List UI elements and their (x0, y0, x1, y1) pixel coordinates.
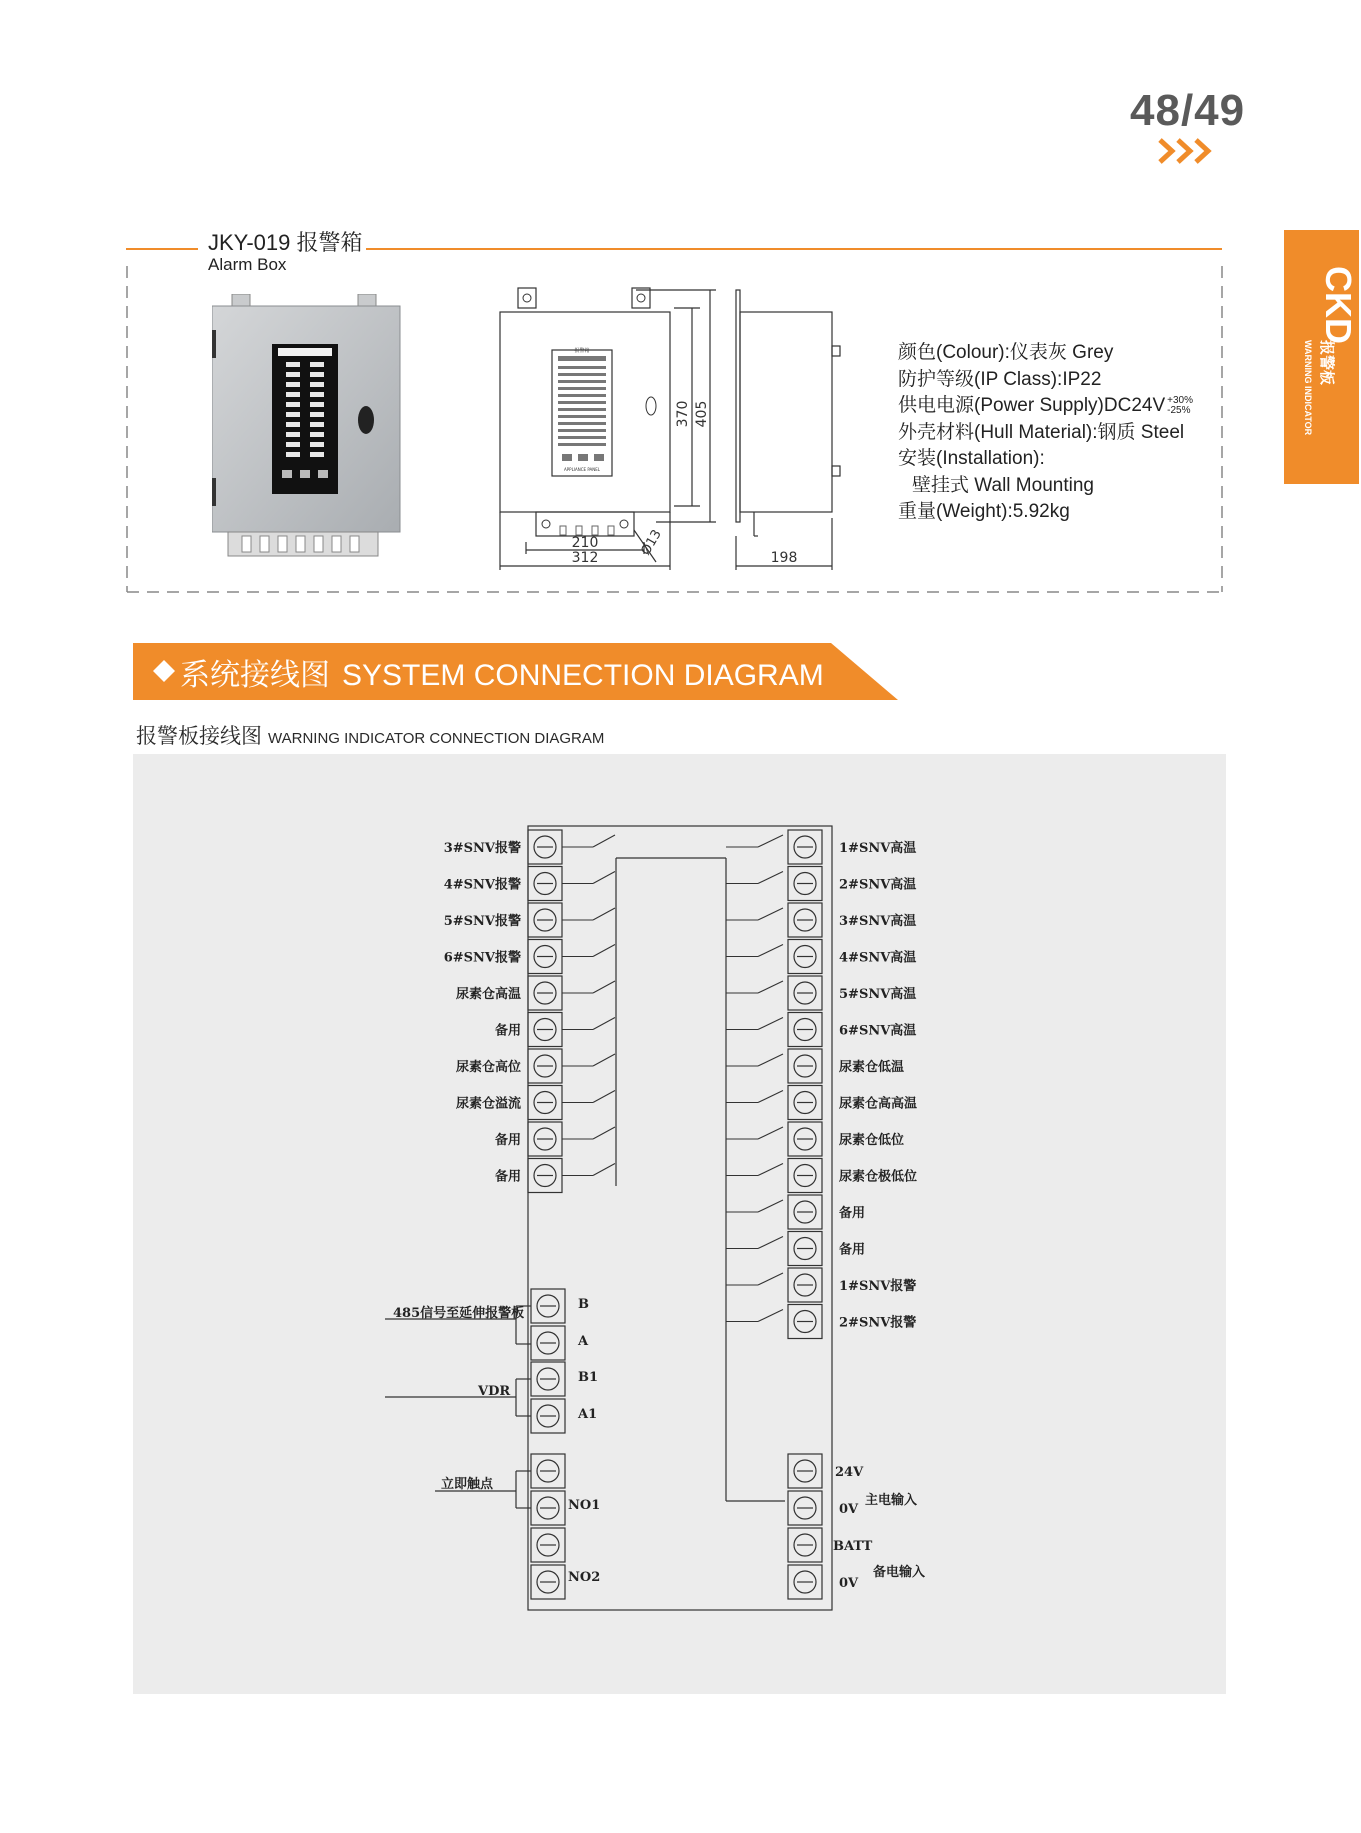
right-input-label: 备用 (839, 1206, 866, 1221)
contact-pin: NO2 (568, 1570, 601, 1585)
chevron-arrows-icon (1158, 138, 1228, 164)
right-terminal (788, 1305, 822, 1339)
spec-list (898, 340, 1193, 526)
relay-switch (758, 908, 783, 920)
right-input-label: 2#SNV高温 (839, 877, 917, 893)
vdr-terminal (531, 1399, 565, 1433)
contact-terminal (531, 1454, 565, 1488)
backup-power-pin: 0V (839, 1576, 859, 1591)
left-input-label: 备用 (494, 1133, 521, 1148)
relay-switch (593, 1018, 615, 1030)
relay-switch (758, 1164, 783, 1176)
relay-switch (593, 1054, 615, 1066)
left-input-label: 4#SNV报警 (443, 877, 521, 893)
product-title: JKY-019 报警箱 (208, 230, 363, 255)
diagram-subheading (136, 720, 604, 750)
rs485-label: 485信号至延伸报警板 (393, 1306, 525, 1321)
spec-weight: 重量(Weight):5.92kg (898, 501, 1070, 522)
section-title (148, 650, 824, 694)
left-terminal (528, 1013, 562, 1047)
relay-switch (758, 1200, 783, 1212)
left-terminal (528, 830, 562, 864)
power-terminal (788, 1491, 822, 1525)
relay-switch (593, 1127, 615, 1139)
main-power-pin: 24V (835, 1465, 864, 1480)
rs485-terminal (531, 1289, 565, 1323)
power-terminal (788, 1454, 822, 1488)
spec-colour: 颜色(Colour):仪表灰 Grey (898, 342, 1114, 363)
contact-terminal (531, 1491, 565, 1525)
relay-switch (593, 908, 615, 920)
right-terminal (788, 1013, 822, 1047)
vdr-label: VDR (478, 1384, 511, 1399)
subheading-zh: 报警板接线图 (136, 725, 262, 748)
spec-power-supply-text: 供电电源(Power Supply)DC24V (898, 395, 1166, 416)
left-input-label: 尿素仓高温 (455, 987, 521, 1002)
right-terminal (788, 1268, 822, 1302)
alarm-box-photo (212, 294, 412, 560)
right-terminal (788, 867, 822, 901)
spec-tolerance (1167, 396, 1193, 416)
right-terminal (788, 1159, 822, 1193)
left-terminal (528, 867, 562, 901)
page-number: 48/49 (1130, 86, 1246, 135)
dimension-198: 198 (770, 550, 798, 566)
left-input-label: 尿素仓溢流 (455, 1096, 521, 1112)
right-input-label: 1#SNV高温 (839, 841, 917, 856)
product-title-block (208, 226, 362, 275)
right-terminal (788, 1195, 822, 1229)
rs485-pin: A (578, 1334, 589, 1349)
section-title-zh: 系统接线图 (180, 659, 330, 692)
side-tab (1284, 230, 1359, 484)
dimension-370: 370 (675, 400, 691, 428)
vdr-pin: B1 (578, 1370, 599, 1385)
contact-terminal (531, 1528, 565, 1562)
right-input-label: 4#SNV高温 (839, 950, 917, 966)
contact-terminal (531, 1565, 565, 1599)
tolerance-minus: -25% (1167, 404, 1191, 416)
right-input-label: 3#SNV高温 (839, 914, 917, 929)
left-terminal (528, 976, 562, 1010)
right-terminal (788, 903, 822, 937)
dimension-312: 312 (571, 550, 599, 566)
relay-switch (758, 1018, 783, 1030)
left-input-label: 3#SNV报警 (443, 841, 521, 856)
relay-switch (758, 1310, 783, 1322)
right-input-label: 尿素仓极低位 (839, 1169, 918, 1185)
relay-switch (593, 1164, 615, 1176)
relay-switch (593, 945, 615, 957)
dimension-210: 210 (571, 535, 599, 551)
relay-switch (593, 981, 615, 993)
relay-switch (593, 835, 615, 847)
dimension-hole: Ø13 (638, 527, 665, 558)
right-terminal (788, 830, 822, 864)
right-input-label: 备用 (839, 1242, 866, 1258)
side-tab-brand: CKD (1318, 266, 1359, 344)
side-view-drawing (734, 286, 854, 578)
spec-power-supply (898, 393, 1193, 420)
spec-ip-class: 防护等级(IP Class):IP22 (898, 368, 1102, 390)
relay-switch (758, 1054, 783, 1066)
right-terminal (788, 976, 822, 1010)
right-input-label: 2#SNV报警 (839, 1315, 917, 1331)
right-input-label: 6#SNV高温 (839, 1023, 917, 1039)
backup-power-pin: BATT (833, 1539, 873, 1554)
relay-switch (758, 872, 783, 884)
right-input-label: 尿素仓高高温 (839, 1096, 918, 1112)
left-terminal (528, 1049, 562, 1083)
front-view-drawing (496, 286, 728, 578)
left-terminal (528, 1122, 562, 1156)
left-terminal (528, 1086, 562, 1120)
relay-switch (758, 945, 783, 957)
main-power-label: 主电输入 (865, 1493, 918, 1508)
left-terminal (528, 1159, 562, 1193)
right-terminal-block (726, 830, 917, 1339)
right-input-label: 5#SNV高温 (839, 987, 917, 1002)
relay-switch (758, 1273, 783, 1285)
power-terminal (788, 1528, 822, 1562)
relay-switch (593, 1091, 615, 1103)
right-terminal (788, 1086, 822, 1120)
right-input-label: 尿素仓低温 (839, 1060, 905, 1075)
side-tab-en: WARNING INDICATOR (1303, 340, 1313, 436)
left-terminal-block (444, 830, 615, 1193)
spec-installation: 安装(Installation): (898, 448, 1045, 469)
right-terminal (788, 1232, 822, 1266)
rs485-pin: B (578, 1297, 589, 1312)
right-terminal (788, 1049, 822, 1083)
relay-switch (758, 1237, 783, 1249)
relay-switch (593, 872, 615, 884)
main-power-pin: 0V (839, 1502, 859, 1517)
rs485-terminal (531, 1326, 565, 1360)
backup-power-label: 备电输入 (873, 1565, 926, 1580)
tolerance-plus: +30% (1167, 394, 1193, 406)
contact-label: 立即触点 (441, 1477, 494, 1492)
left-input-label: 尿素仓高位 (455, 1060, 521, 1075)
right-input-label: 1#SNV报警 (839, 1279, 917, 1294)
connection-diagram (133, 754, 1226, 1694)
relay-switch (758, 1127, 783, 1139)
left-input-label: 备用 (494, 1023, 521, 1039)
right-input-label: 尿素仓低位 (839, 1133, 905, 1148)
left-input-label: 5#SNV报警 (443, 914, 521, 929)
power-terminal (788, 1565, 822, 1599)
relay-switch (758, 1091, 783, 1103)
left-input-label: 备用 (494, 1169, 521, 1185)
dimension-405: 405 (694, 400, 710, 428)
right-terminal (788, 940, 822, 974)
front-panel-title: 报警箱 (574, 348, 590, 354)
spec-mounting: 壁挂式 Wall Mounting (912, 474, 1094, 496)
bottom-terminal-blocks (531, 1289, 873, 1599)
relay-switch (758, 981, 783, 993)
vdr-terminal (531, 1362, 565, 1396)
spec-hull-material: 外壳材料(Hull Material):钢质 Steel (898, 421, 1185, 443)
left-input-label: 6#SNV报警 (443, 950, 521, 966)
front-panel-footer: APPLIANCE PANEL (564, 467, 600, 472)
contact-pin: NO1 (568, 1498, 601, 1513)
left-terminal (528, 940, 562, 974)
section-title-en: SYSTEM CONNECTION DIAGRAM (342, 659, 824, 692)
right-terminal (788, 1122, 822, 1156)
product-subtitle: Alarm Box (208, 255, 287, 274)
side-tab-zh: 报警板 (1318, 340, 1336, 386)
vdr-pin: A1 (578, 1407, 598, 1422)
subheading-en: WARNING INDICATOR CONNECTION DIAGRAM (268, 730, 605, 747)
relay-switch (758, 835, 783, 847)
left-terminal (528, 903, 562, 937)
